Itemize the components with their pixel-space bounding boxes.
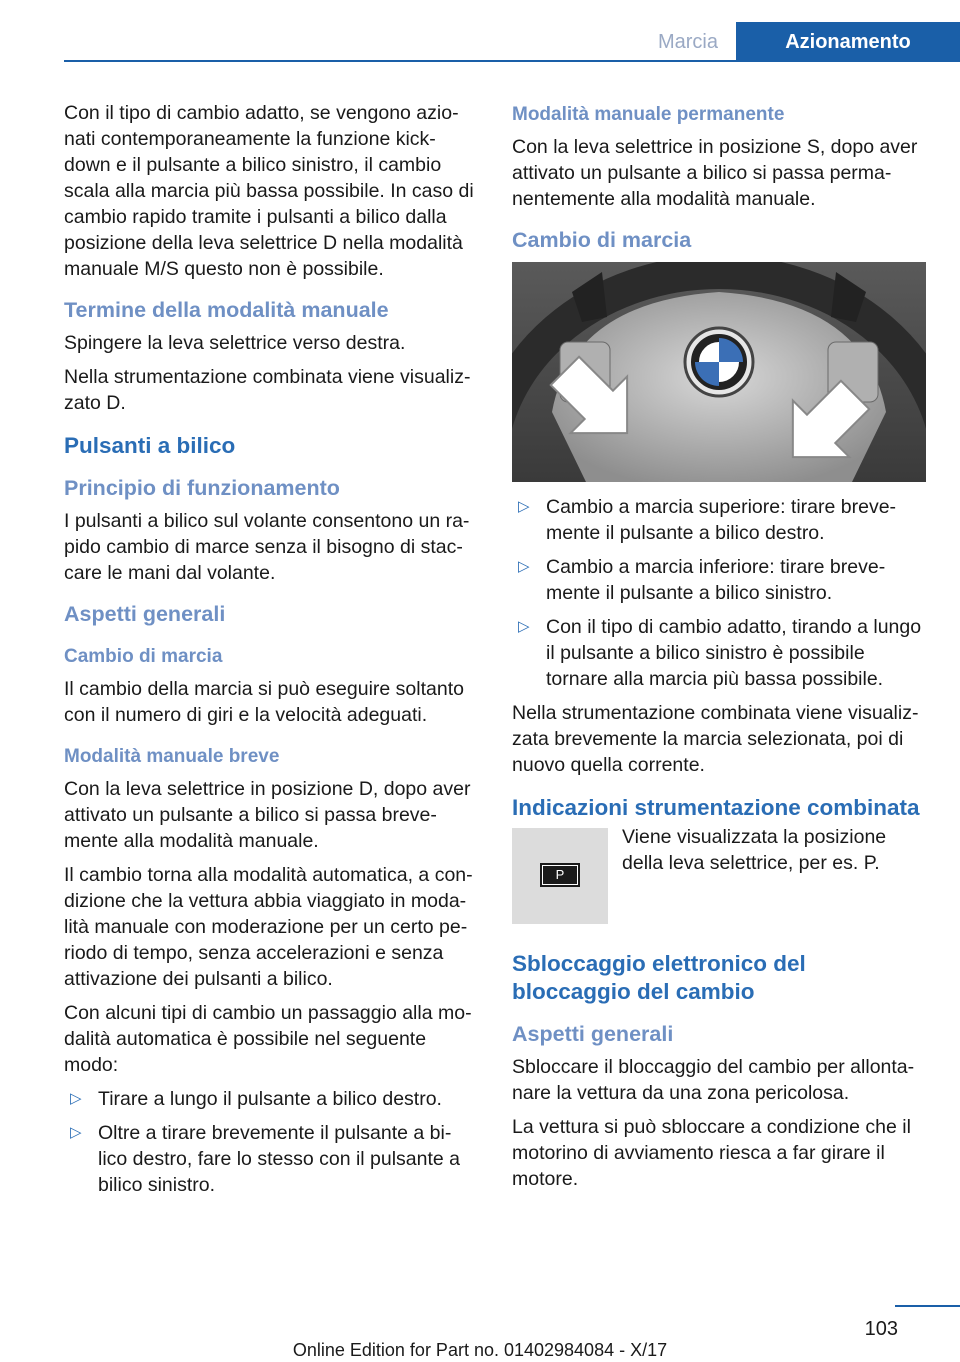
heading-termine: Termine della modalità manuale xyxy=(64,298,389,322)
paragraph-breve-3: Con alcuni tipi di cambio un passaggio alla mo-dalità automatica è possibile nel seguente modo: xyxy=(64,1002,472,1076)
paragraph-principio: I pulsanti a bilico sul volante consentono un ra-pido cambio di marce senza il bisogno di stac-care le mani dal volante. xyxy=(64,510,470,584)
indicator-description: Viene visualizzata la posizione della leva selettrice, per es. P. xyxy=(622,826,887,874)
header-tab-chapter: Azionamento xyxy=(736,22,960,62)
park-symbol-icon: P xyxy=(542,865,578,885)
left-column xyxy=(64,100,478,1206)
list-item-text: Tirare a lungo il pulsante a bilico destro. xyxy=(98,1088,442,1110)
paragraph-permanente: Con la leva selettrice in posizione S, dopo aver attivato un pulsante a bilico si passa perma-nentemente alla modalità manuale. xyxy=(512,136,918,210)
list-item xyxy=(512,554,926,606)
paragraph-sbloccaggio-2: La vettura si può sbloccare a condizione che il motorino di avviamento riesca a far girare il motore. xyxy=(512,1116,911,1190)
paragraph-cambio: Il cambio della marcia si può eseguire soltanto con il numero di giri e la velocità adeguati. xyxy=(64,678,464,726)
paragraph-breve-1: Con la leva selettrice in posizione D, dopo aver attivato un pulsante a bilico si passa breve-mente alla modalità manuale. xyxy=(64,778,471,852)
heading-indicazioni: Indicazioni strumentazione combinata xyxy=(512,795,920,820)
heading-pulsanti: Pulsanti a bilico xyxy=(64,433,236,458)
header-rule xyxy=(64,60,960,62)
paragraph-breve-2: Il cambio torna alla modalità automatica, a con-dizione che la vettura abbia viaggiato in moda-lità manuale con moderazione per un certo pe-riodo di tempo, senza accelerazioni e senza attivazione dei pulsanti a bilico. xyxy=(64,864,473,990)
list-item-text: Cambio a marcia inferiore: tirare breve-mente il pulsante a bilico sinistro. xyxy=(546,556,886,604)
page-number: 103 xyxy=(864,1318,898,1340)
paragraph-sbloccaggio-1: Sbloccare il bloccaggio del cambio per allonta-nare la vettura da una zona pericolosa. xyxy=(512,1056,915,1104)
list-item-text: Oltre a tirare brevemente il pulsante a bi-lico destro, fare lo stesso con il pulsante a bilico sinistro. xyxy=(98,1122,461,1196)
steering-wheel-illustration xyxy=(512,262,926,482)
right-column xyxy=(512,100,926,1200)
bullet-list-right xyxy=(512,494,926,692)
list-item-text: Cambio a marcia superiore: tirare breve-mente il pulsante a bilico destro. xyxy=(546,496,897,544)
triangle-bullet-icon: ▷ xyxy=(70,1090,82,1107)
paragraph-termine-1: Spingere la leva selettrice verso destra. xyxy=(64,332,406,354)
heading-aspetti: Aspetti generali xyxy=(64,602,226,626)
heading-aspetti-generali: Aspetti generali xyxy=(512,1022,674,1046)
heading-cambio-marcia: Cambio di marcia xyxy=(512,228,692,252)
paragraph-termine-2: Nella strumentazione combinata viene visualiz-zato D. xyxy=(64,366,471,414)
heading-breve: Modalità manuale breve xyxy=(64,746,280,767)
paragraph-intro: Con il tipo di cambio adatto, se vengono azio-nati contemporaneamente la funzione kick-down e il pulsante a bilico sinistro, il cambio scala alla marcia più bassa possibile. In caso di cambio rapido tramite i pulsanti a bilico dalla posizione della leva selettrice D nella modalità manuale M/S questo non è possibile. xyxy=(64,102,474,280)
triangle-bullet-icon: ▷ xyxy=(518,618,530,635)
list-item xyxy=(512,494,926,546)
steering-wheel-figure xyxy=(512,262,926,482)
list-item xyxy=(64,1120,478,1198)
heading-permanente: Modalità manuale permanente xyxy=(512,104,785,125)
list-item xyxy=(512,614,926,692)
list-item xyxy=(64,1086,478,1112)
bullet-list-left xyxy=(64,1086,478,1198)
edition-note: Online Edition for Part no. 01402984084 - X/17 xyxy=(292,1340,668,1360)
triangle-bullet-icon: ▷ xyxy=(518,558,530,575)
header-tab-section: Marcia xyxy=(657,31,718,53)
page-header xyxy=(0,0,960,62)
indicator-block xyxy=(512,828,926,928)
footer-rule xyxy=(895,1305,960,1307)
triangle-bullet-icon: ▷ xyxy=(70,1124,82,1141)
paragraph-visualizzata: Nella strumentazione combinata viene visualiz-zata brevemente la marcia selezionata, poi di nuovo quella corrente. xyxy=(512,702,919,776)
list-item-text: Con il tipo di cambio adatto, tirando a lungo il pulsante a bilico sinistro è possibile tornare alla marcia più bassa possibile. xyxy=(546,616,922,690)
triangle-bullet-icon: ▷ xyxy=(518,498,530,515)
heading-sbloccaggio: Sbloccaggio elettronico del bloccaggio del cambio xyxy=(512,951,806,1004)
heading-cambio: Cambio di marcia xyxy=(64,646,223,667)
heading-principio: Principio di funzionamento xyxy=(64,476,340,500)
gear-indicator-image xyxy=(512,828,608,924)
